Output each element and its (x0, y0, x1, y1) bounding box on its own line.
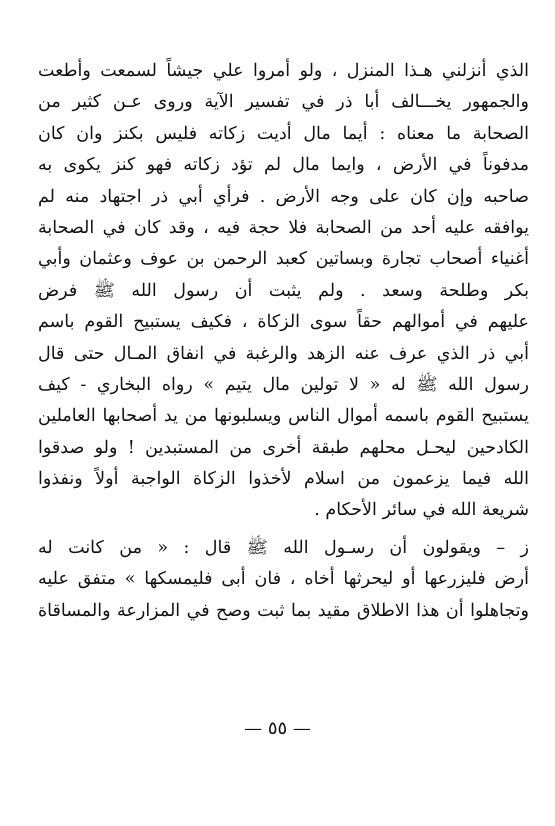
body-text (38, 56, 529, 627)
text-line: ز – ويقولون أن رسـول الله ﷺ قال : « من كانت له (38, 537, 529, 558)
text-line: الله فيما يزعمون من اسلام لأخذوا الزكاة الواجبة أولاً ونفذوا (38, 469, 529, 490)
text-line: يستبيح القوم باسمه أموال الناس ويسلبونها من يد أصحابها العاملين (38, 406, 529, 427)
text-line: عليهم في أموالهم حقاً سوى الزكاة ، فكيف يستبيح القوم باسم (38, 312, 529, 333)
text-line: شريعة الله في سائر الأحكام . (314, 500, 529, 521)
text-line: الذي أنزلني هـذا المنزل ، ولو أمروا علي جيشاً لسمعت وأطعت (38, 61, 529, 81)
text-line: أبي ذر الذي عرف عنه الزهد والرغبة في انفاق المـال حتى قال (38, 343, 529, 364)
text-line: يوافقه عليه أحد من الصحابة فلا حجة فيه ، وقد كان في الصحابة (38, 217, 529, 238)
text-line: بكر وطلحة وسعد . ولم يثبت أن رسول الله ﷺ فرض (38, 280, 529, 301)
text-line: أرض فليزرعها أو ليحرثها أخاه ، فان أبى فليمسكها » متفق عليه (38, 569, 529, 590)
paragraph-2 (38, 533, 529, 627)
page-number: — ٥٥ — (244, 718, 311, 739)
text-line: رسول الله ﷺ له « لا تولين مال يتيم » رواه البخاري - كيف (38, 374, 529, 395)
text-line: والجمهور يخـــالف أبا ذر في تفسير الآية وروى عـن كثير من (38, 92, 529, 113)
text-line: صاحبه وإن كان على وجه الأرض . فرأي أبي ذر اجتهاد منه لم (38, 186, 529, 207)
text-line: وتجاهلوا أن هذا الاطلاق مقيد بما ثبت وصح في المزارعة والمساقاة (38, 600, 529, 621)
text-line: مدفوناً في الأرض ، وايما مال لم تؤد زكاته فهو كنز يكوى به (38, 155, 529, 176)
text-line: أغنياء أصحاب تجارة وبساتين كعبد الرحمن بن عوف وعثمان وأبي (38, 249, 529, 270)
text-line: الصحابة ما معناه : أيما مال أديت زكاته فليس بكنز وان كان (38, 123, 529, 144)
paragraph-1 (38, 56, 529, 527)
text-line: الكادحين ليحـل محلهم طبقة أخرى من المستبدين ! ولو صدقوا (38, 437, 529, 458)
